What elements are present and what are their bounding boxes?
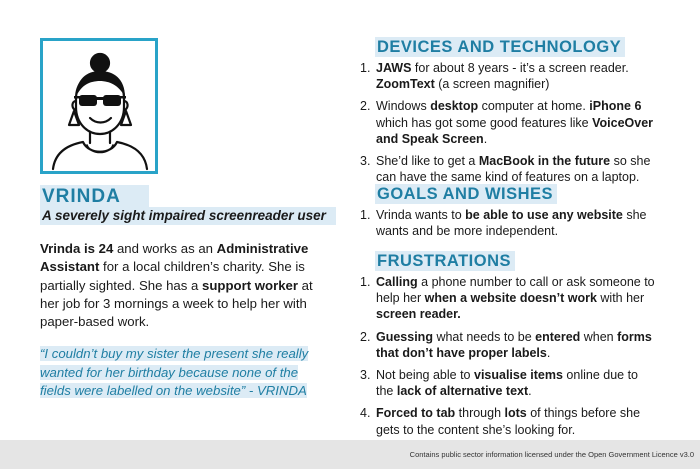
- woman-with-sunglasses-illustration: [43, 41, 155, 171]
- bio-segment: Administrative Assistant: [40, 241, 309, 275]
- list-item-text: Guessing: [376, 329, 433, 344]
- persona-quote: [40, 345, 328, 401]
- list-item-text: VoiceOver and Speak Screen: [376, 115, 654, 146]
- list-item-text: MacBook in the future: [478, 154, 611, 169]
- list-item: [358, 274, 658, 323]
- list-item-text: a phone number to call or ask someone to help her: [376, 275, 655, 306]
- list-item-number: 3.: [360, 368, 371, 383]
- persona-tagline: A severely sight impaired screenreader user: [40, 207, 336, 225]
- list-item-text: she wants and be more independent.: [376, 208, 647, 239]
- list-item-text: be able to use any website: [465, 208, 623, 222]
- persona-portrait: [40, 38, 158, 174]
- list-item-number: 1.: [360, 208, 371, 222]
- list-item-text: online due to the: [376, 368, 639, 399]
- list-item-text: Calling: [376, 275, 418, 289]
- list-item: [358, 367, 658, 399]
- list-item-number: 2.: [360, 329, 371, 344]
- list-item-text: Windows: [376, 99, 431, 114]
- list-item-text: which has got some good features like: [376, 115, 593, 130]
- list-item-text: when: [580, 329, 618, 344]
- footer-bar: [0, 440, 700, 469]
- list-item-text: Forced to tab: [376, 406, 456, 421]
- persona-bio: [40, 240, 318, 331]
- list-item-text: with her: [596, 291, 645, 306]
- list-item-text: when a website doesn’t work: [424, 291, 597, 306]
- bio-segment: support worker: [202, 277, 299, 293]
- list-item-text: JAWS: [376, 61, 412, 75]
- list-item-text: so she can have the same kind of features on a laptop.: [376, 154, 651, 185]
- list-item-text: .: [528, 384, 532, 399]
- frustrations-list: [358, 274, 658, 444]
- list-item-text: through: [455, 406, 505, 421]
- list-item-text: screen reader.: [376, 307, 461, 322]
- devices-list: [358, 60, 658, 191]
- list-item: [358, 60, 658, 92]
- list-item: [358, 98, 658, 147]
- list-item-text: what needs to be: [432, 329, 536, 344]
- list-item-text: .: [546, 345, 551, 360]
- list-item-text: for about 8 years - it’s a screen reader.: [411, 61, 629, 75]
- bio-segment: at her job for 3 mornings a week to help her with paper-based work.: [40, 277, 313, 330]
- list-item: [358, 207, 658, 239]
- list-item-text: lots: [504, 406, 527, 421]
- section-title-devices: DEVICES AND TECHNOLOGY: [375, 37, 625, 57]
- bio-segment: Vrinda is 24: [40, 241, 114, 256]
- list-item-text: computer at home.: [478, 99, 590, 114]
- list-item-number: 3.: [360, 154, 371, 169]
- list-item-number: 1.: [360, 61, 371, 75]
- list-item: [358, 153, 658, 185]
- list-item-number: 4.: [360, 406, 371, 421]
- list-item-number: 1.: [360, 275, 371, 289]
- bio-segment: for a local children’s charity. She is partially sighted. She has a: [40, 259, 305, 293]
- list-item-text: of things before she gets to the content she’s looking for.: [376, 406, 641, 437]
- list-item-text: ZoomText: [376, 77, 435, 92]
- list-item-text: iPhone 6: [589, 99, 642, 114]
- list-item-text: .: [483, 131, 488, 146]
- list-item-text: Vrinda wants to: [376, 208, 466, 222]
- list-item-number: 2.: [360, 99, 371, 114]
- persona-name: VRINDA: [40, 185, 149, 208]
- list-item: [358, 405, 658, 437]
- list-item-text: entered: [535, 329, 581, 344]
- list-item: [358, 329, 658, 361]
- bio-segment: and works as an: [113, 241, 217, 256]
- list-item-text: lack of alternative text: [396, 384, 529, 399]
- list-item-text: (a screen magnifier): [434, 77, 550, 92]
- persona-name-wrap: [40, 185, 149, 208]
- list-item-text: visualise items: [474, 368, 563, 383]
- goals-list: [358, 207, 658, 245]
- list-item-text: She’d like to get a: [376, 154, 479, 169]
- section-title-frustrations: FRUSTRATIONS: [375, 251, 515, 271]
- licence-notice: Contains public sector information licensed under the Open Government Licence v3.0: [409, 450, 694, 459]
- list-item-text: desktop: [430, 99, 479, 114]
- list-item-text: Not being able to: [376, 368, 474, 383]
- quote-text: “I couldn’t buy my sister the present she really wanted for her birthday because none of the fields were labelled on the website” - VRINDA: [40, 346, 309, 398]
- section-title-goals: GOALS AND WISHES: [375, 184, 557, 204]
- list-item-text: forms that don’t have proper labels: [376, 329, 652, 360]
